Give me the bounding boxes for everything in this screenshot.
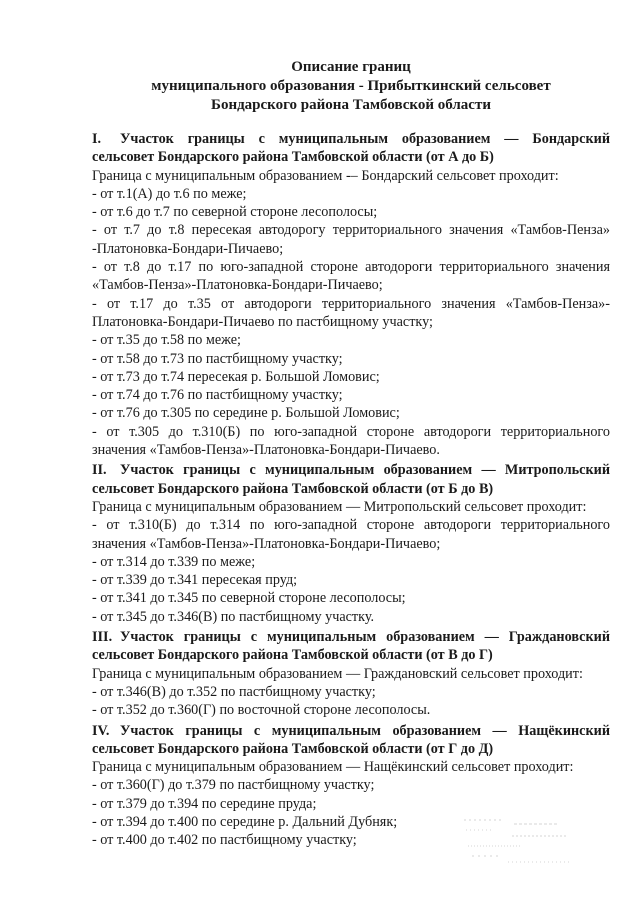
title-line-2: муниципального образования - Прибыткинский сельсовет bbox=[151, 78, 551, 94]
section-1 bbox=[92, 130, 610, 459]
section-heading bbox=[92, 130, 610, 167]
stamp-mark bbox=[462, 812, 582, 872]
section-line: - от т.360(Г) до т.379 по пастбищному участку; bbox=[92, 777, 375, 794]
section-number: IV. bbox=[92, 722, 110, 739]
section-line: - от т.339 до т.341 пересекая пруд; bbox=[92, 572, 298, 589]
section-line: Граница с муниципальным образованием — Митропольский сельсовет проходит: bbox=[92, 498, 587, 515]
document-body bbox=[92, 128, 610, 850]
section-line: Граница с муниципальным образованием — Нащёкинский сельсовет проходит: bbox=[92, 759, 574, 776]
section-2 bbox=[92, 461, 610, 626]
section-number: II. bbox=[92, 462, 107, 479]
section-line: - от т.1(А) до т.6 по меже; bbox=[92, 185, 247, 202]
section-line: - от т.346(В) до т.352 по пастбищному участку; bbox=[92, 683, 376, 700]
section-line: - от т.341 до т.345 по северной стороне лесополосы; bbox=[92, 590, 406, 607]
section-heading bbox=[92, 461, 610, 498]
section-line: - от т.35 до т.58 по меже; bbox=[92, 332, 241, 349]
stamp-graphic bbox=[462, 812, 582, 872]
section-line: - от т.7 до т.8 пересекая автодорогу территориального значения «Тамбов-Пенза» -Платоновка-Бондари-Пичаево; bbox=[92, 222, 610, 257]
section-line: - от т.74 до т.76 по пастбищному участку; bbox=[92, 387, 343, 404]
title-line-3: Бондарского района Тамбовской области bbox=[211, 97, 491, 113]
section-heading bbox=[92, 628, 610, 665]
section-line: - от т.8 до т.17 по юго-западной стороне автодороги территориального значения «Тамбов-Пенза»-Платоновка-Бондари-Пичаево; bbox=[92, 259, 610, 294]
section-number: III. bbox=[92, 629, 113, 646]
document-title bbox=[0, 58, 640, 115]
section-line: - от т.6 до т.7 по северной стороне лесополосы; bbox=[92, 204, 378, 221]
section-line: - от т.352 до т.360(Г) по восточной стороне лесополосы. bbox=[92, 702, 431, 719]
section-line: - от т.310(Б) до т.314 по юго-западной стороне автодороги территориального значения «Тамбов-Пенза»-Платоновка-Бондари-Пичаево; bbox=[92, 517, 610, 552]
section-line: - от т.17 до т.35 от автодороги территориального значения «Тамбов-Пенза»-Платоновка-Бондари-Пичаево по пастбищному участку; bbox=[92, 295, 610, 330]
section-line: - от т.345 до т.346(В) по пастбищному участку. bbox=[92, 608, 375, 625]
section-heading bbox=[92, 722, 610, 759]
section-line: Граница с муниципальным образованием — Граждановский сельсовет проходит: bbox=[92, 665, 583, 682]
title-line-1: Описание границ bbox=[291, 59, 411, 75]
section-heading-text: Участок границы с муниципальным образованием — Митропольский сельсовет Бондарского района Тамбовской области (от Б до В) bbox=[92, 462, 610, 497]
section-heading-text: Участок границы с муниципальным образованием — Граждановский сельсовет Бондарского района Тамбовской области (от В до Г) bbox=[92, 629, 610, 664]
section-line: - от т.58 до т.73 по пастбищному участку; bbox=[92, 350, 343, 367]
section-line: - от т.76 до т.305 по середине р. Большой Ломовис; bbox=[92, 405, 400, 422]
section-heading-text: Участок границы с муниципальным образованием — Бондарский сельсовет Бондарского района Тамбовской области (от А до Б) bbox=[92, 131, 610, 166]
section-line: - от т.314 до т.339 по меже; bbox=[92, 553, 256, 570]
section-number: I. bbox=[92, 131, 102, 147]
section-line: - от т.379 до т.394 по середине пруда; bbox=[92, 795, 317, 812]
section-heading-text: Участок границы с муниципальным образованием — Нащёкинский сельсовет Бондарского района Тамбовской области (от Г до Д) bbox=[92, 722, 610, 757]
section-line: - от т.400 до т.402 по пастбищному участку; bbox=[92, 832, 357, 849]
section-line: - от т.394 до т.400 по середине р. Дальний Дубняк; bbox=[92, 813, 398, 830]
section-line: Граница с муниципальным образованием -– Бондарский сельсовет проходит: bbox=[92, 167, 559, 184]
section-line: - от т.305 до т.310(Б) по юго-западной стороне автодороги территориального значения «Тамбов-Пенза»-Платоновка-Бондари-Пичаево. bbox=[92, 423, 610, 459]
section-line: - от т.73 до т.74 пересекая р. Большой Ломовис; bbox=[92, 368, 380, 385]
section-3 bbox=[92, 628, 610, 719]
